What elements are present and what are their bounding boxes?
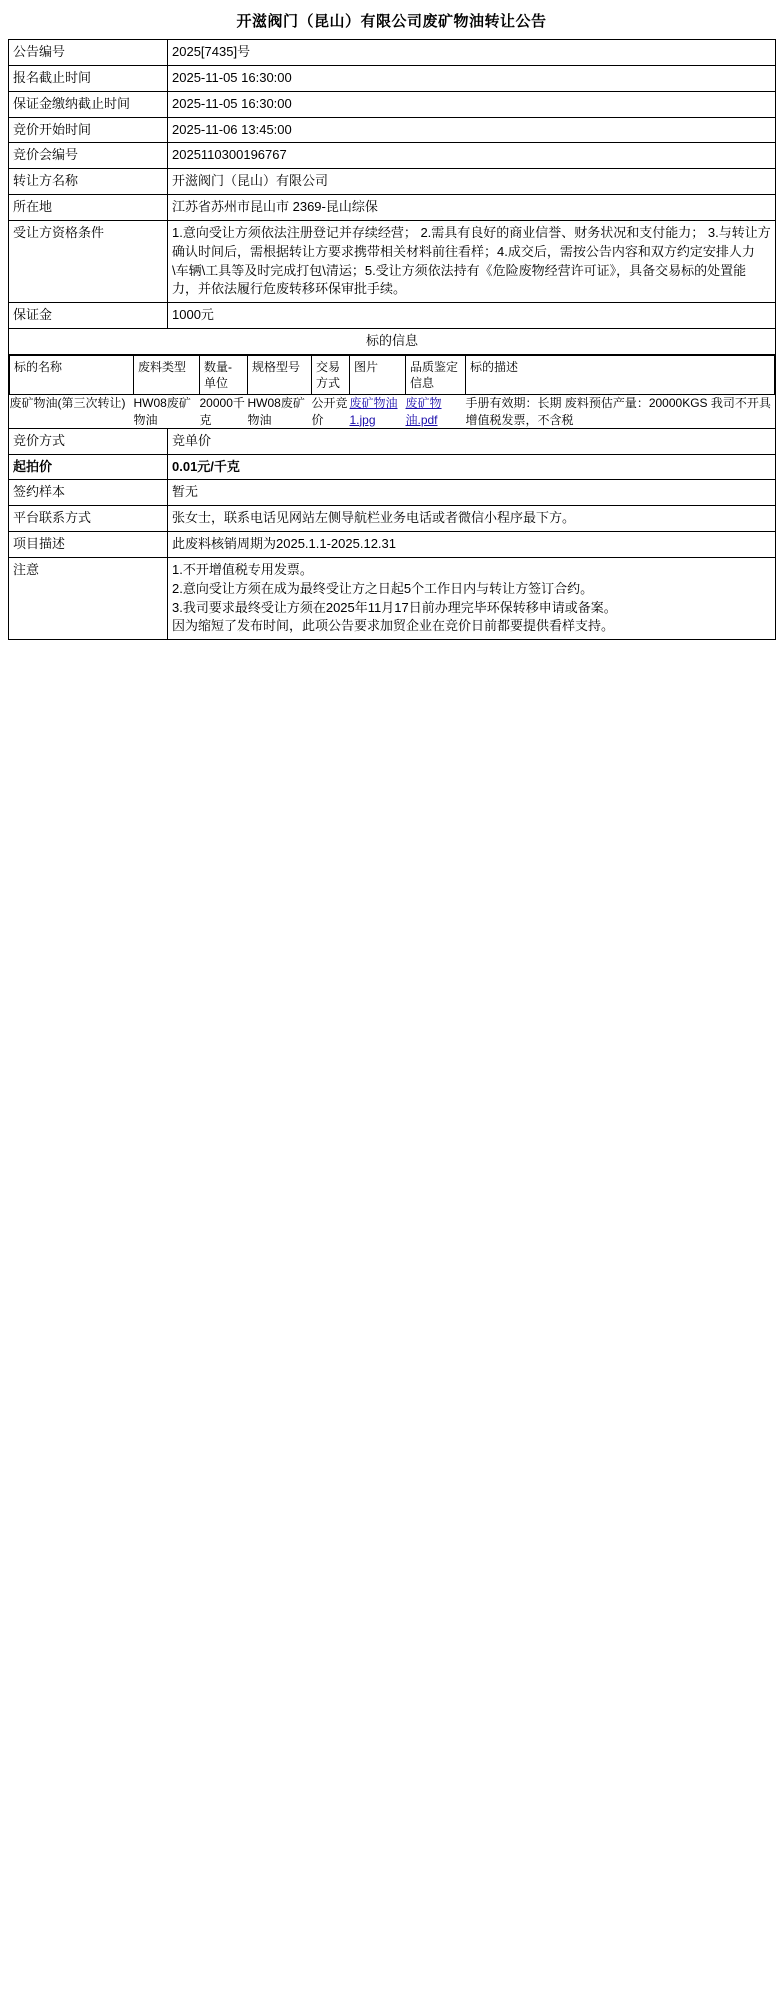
notice-line-2: 2.意向受让方须在成为最终受让方之日起5个工作日内与转让方签订合约。 <box>172 580 594 596</box>
col-header-name: 标的名称 <box>10 355 134 394</box>
row-label-deposit-deadline: 保证金缴纳截止时间 <box>9 91 168 117</box>
row-value-notice <box>168 557 776 639</box>
goods-section-header: 标的信息 <box>9 329 776 355</box>
row-value-signup-deadline: 2025-11-05 16:30:00 <box>168 65 776 91</box>
row-label-bid-start: 竞价开始时间 <box>9 117 168 143</box>
col-header-spec: 规格型号 <box>248 355 312 394</box>
cell-image <box>350 395 406 428</box>
row-label-transferor-name: 转让方名称 <box>9 169 168 195</box>
row-value-platform-contact: 张女士，联系电话见网站左侧导航栏业务电话或者微信小程序最下方。 <box>168 506 776 532</box>
cell-goods-name: 废矿物油(第三次转让) <box>9 396 126 411</box>
table-row <box>9 169 776 195</box>
table-row <box>9 65 776 91</box>
cell-waste-type: HW08废矿物油 <box>133 396 191 427</box>
table-row <box>9 354 776 428</box>
table-row <box>9 220 776 302</box>
notice-line-1: 1.不开增值税专用发票。 <box>172 561 313 577</box>
cell-quantity: 20000千克 <box>199 396 245 427</box>
table-row <box>9 506 776 532</box>
goods-table <box>9 355 775 428</box>
col-header-trade-mode: 交易方式 <box>312 355 350 394</box>
quality-report-link[interactable]: 废矿物油.pdf <box>405 396 442 427</box>
table-row <box>10 395 775 428</box>
document-page <box>0 0 783 640</box>
goods-table-container <box>9 354 776 428</box>
row-label-notice: 注意 <box>9 557 168 639</box>
row-label-start-price: 起拍价 <box>9 454 168 480</box>
table-row <box>9 557 776 639</box>
page-title: 开滋阀门（昆山）有限公司废矿物油转让公告 <box>236 13 547 30</box>
row-value-auction-no: 2025110300196767 <box>168 143 776 169</box>
cell-spec: HW08废矿物油 <box>247 396 305 427</box>
table-row <box>9 480 776 506</box>
row-value-qualification: 1.意向受让方须依法注册登记并存续经营； 2.需具有良好的商业信誉、财务状况和支付能力； 3.与转让方确认时间后，需根据转让方要求携带相关材料前往看样；4.成交后，需按公告内容和双方约定安排人力\车辆\工具等及时完成打包\清运；5.受让方须依法持有《危险废物经营许可证》，具备交易标的处置能力，并依法履行危废转移环保审批手续。 <box>168 220 776 302</box>
row-value-bid-start: 2025-11-06 13:45:00 <box>168 117 776 143</box>
table-row <box>9 454 776 480</box>
row-label-project-desc: 项目描述 <box>9 532 168 558</box>
table-row <box>9 91 776 117</box>
row-value-location: 江苏省苏州市昆山市 2369-昆山综保 <box>168 195 776 221</box>
row-label-contract-sample: 签约样本 <box>9 480 168 506</box>
row-label-auction-no: 竞价会编号 <box>9 143 168 169</box>
goods-image-link[interactable]: 废矿物油1.jpg <box>349 396 398 427</box>
cell-quality <box>406 395 466 428</box>
notice-line-4: 因为缩短了发布时间，此项公告要求加贸企业在竞价日前都要提供看样支持。 <box>172 618 615 634</box>
col-header-description: 标的描述 <box>466 355 775 394</box>
notice-line-3: 3.我司要求最终受让方须在2025年11月17日前办理完毕环保转移申请或备案。 <box>172 599 617 615</box>
table-row <box>9 117 776 143</box>
col-header-quantity: 数量-单位 <box>200 355 248 394</box>
col-header-waste-type: 废料类型 <box>134 355 200 394</box>
table-row <box>9 40 776 66</box>
announcement-table <box>8 39 776 640</box>
table-row <box>9 428 776 454</box>
row-value-bid-mode: 竞单价 <box>168 428 776 454</box>
row-value-contract-sample: 暂无 <box>168 480 776 506</box>
row-label-bid-mode: 竞价方式 <box>9 428 168 454</box>
row-label-qualification: 受让方资格条件 <box>9 220 168 302</box>
goods-table-header-row <box>10 355 775 394</box>
col-header-image: 图片 <box>350 355 406 394</box>
row-label-location: 所在地 <box>9 195 168 221</box>
row-value-deposit: 1000元 <box>168 303 776 329</box>
row-value-deposit-deadline: 2025-11-05 16:30:00 <box>168 91 776 117</box>
row-label-announcement-no: 公告编号 <box>9 40 168 66</box>
row-value-start-price: 0.01元/千克 <box>168 454 776 480</box>
row-label-deposit: 保证金 <box>9 303 168 329</box>
table-row <box>9 195 776 221</box>
row-label-platform-contact: 平台联系方式 <box>9 506 168 532</box>
row-label-signup-deadline: 报名截止时间 <box>9 65 168 91</box>
table-row <box>9 329 776 355</box>
row-value-announcement-no: 2025[7435]号 <box>168 40 776 66</box>
row-value-project-desc: 此废料核销周期为2025.1.1-2025.12.31 <box>168 532 776 558</box>
cell-trade-mode: 公开竞价 <box>311 396 348 427</box>
table-row <box>9 303 776 329</box>
row-value-transferor-name: 开滋阀门（昆山）有限公司 <box>168 169 776 195</box>
col-header-quality: 品质鉴定信息 <box>406 355 466 394</box>
cell-description: 手册有效期：长期 废料预估产量：20000KGS 我司不开具增值税发票，不含税 <box>465 396 771 427</box>
table-row <box>9 143 776 169</box>
table-row <box>9 532 776 558</box>
